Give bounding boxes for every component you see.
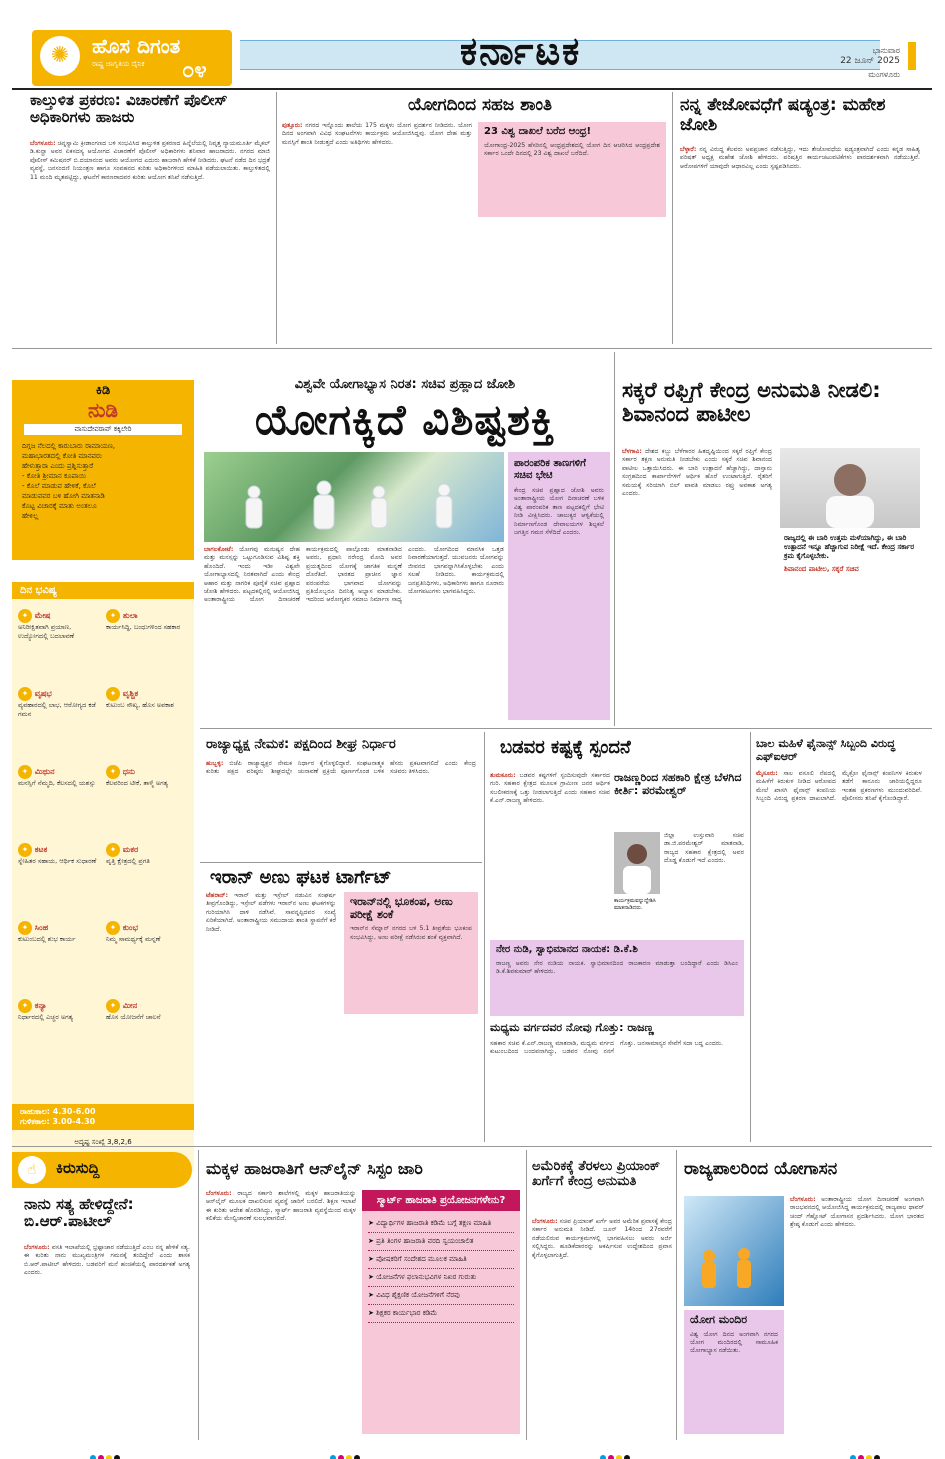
yoga-people-icon [684,1196,784,1306]
finance-body [756,770,922,1140]
zodiac-icon: ✦ [18,843,32,857]
rajanna-headline[interactable]: ಮಧ್ಯಮ ವರ್ಗದವರ ನೋವು ಗೊತ್ತು: ರಾಜಣ್ಣ [490,1021,654,1034]
row-rule [12,1146,932,1147]
rashi-name: ಕನ್ಯಾ [32,1001,47,1010]
divider [750,732,751,1142]
kharge-dateline: ಬೆಂಗಳೂರು: [532,1218,558,1225]
rashi-name: ಮೇಷ [32,611,51,620]
logo-subtitle: ರಾಷ್ಟ್ರ ಜಾಗೃತಿಯ ದೈನಿಕ [92,60,145,68]
rashi-header [106,915,188,935]
quake-box [344,892,478,1014]
kharge-headline[interactable]: ಅಮೆರಿಕಕ್ಕೆ ತೆರಳಲು ಪ್ರಿಯಾಂಕ್ ಖರ್ಗೆಗೆ ಕೇಂದ್ರ ಅನುಮತಿ [532,1159,660,1189]
registration-dot [616,1455,622,1459]
attendance-body [206,1190,356,1434]
bullet-item: ➤ ಯೋಜನೆಗಳ ಫಲಾನುಭವಿಗಳ ನಿಖರ ಗುರುತು [368,1273,514,1287]
lead-dateline: ಬಾಗಲಕೋಟೆ: [204,546,234,553]
bullet-item: ➤ ವಿವಿಧ ಶೈಕ್ಷಣಿಕ ಯೋಜನೆಗಳಿಗೆ ನೆರವು [368,1291,514,1305]
sugar-quote-box [780,530,920,630]
row-rule [200,728,932,729]
kirusuddi-title: ಕಿರುಸುದ್ದಿ [56,1159,100,1177]
rashi-text: ಕಾರ್ಯಸಿದ್ಧಿ, ಬಂಧುಗಳಿಂದ ಸಹಕಾರ [106,623,181,631]
kidi-line: ಕೊಟ್ಟ ವಿಚಾರಕ್ಕೆ ಮಾತು ಅಂತಲೂ [22,501,97,510]
kirusuddi-banner [12,1152,192,1188]
iran-text: ಇರಾನ್ ಮತ್ತು ಇಸ್ರೇಲ್ ನಡುವಿನ ಸಂಘರ್ಷ ತೀವ್ರಗೊಂಡಿದ್ದು, ಇಸ್ರೇಲ್ ಪಡೆಗಳು ಇರಾನ್‌ನ ಅಣು ಘಟಕಗಳನ್ನು ಗುರಿಯಾಗಿಸಿ ದಾಳಿ ನಡೆಸಿವೆ. ಸಾವನ್ನಪ್ಪಿದವರ ಸಂಖ್ಯೆ ಏರಿಕೆಯಾಗಿದೆ. ಅಂತಾರಾಷ್ಟ್ರೀಯ ಸಮುದಾಯ ಶಾಂತಿ ಸ್ಥಾಪನೆಗೆ ಕರೆ ನೀಡಿದೆ. [206,892,336,933]
row-rule [200,862,482,863]
rashi-text: ಹೊಸ ಯೋಜನೆಗೆ ಚಾಲನೆ [106,1013,161,1021]
iran-body [206,892,336,1138]
zodiac-icon: ✦ [106,999,120,1013]
kidi-line: ಹೇಳಿಲ್ಲ [22,511,39,520]
rashi-header [18,603,100,623]
zodiac-icon: ✦ [106,609,120,623]
person-icon [614,832,660,894]
heritage-title[interactable]: ಪಾರಂಪರಿಕ ತಾಣಗಳಿಗೆ ಸಚಿವ ಭೇಟಿ [514,458,586,481]
kidi-line: ಹೇಳುತ್ತಾರಾ ಎಂದು ಪ್ರಶ್ನಿಸುತ್ತಾರೆ [22,461,94,470]
poor-headline[interactable]: ಬಡವರ ಕಷ್ಟಕ್ಕೆ ಸ್ಪಂದನೆ [500,737,631,758]
divider [276,92,277,344]
stampede-text: ಚಿನ್ನಸ್ವಾಮಿ ಕ್ರೀಡಾಂಗಣದ ಬಳಿ ಸಂಭವಿಸಿದ ಕಾಲ್ತುಳಿತ ಪ್ರಕರಣದ ಹಿನ್ನೆಲೆಯಲ್ಲಿ ನಿವೃತ್ತ ನ್ಯಾಯಮೂರ್ತಿ ಮೈಕಲ್ ಡಿ.ಕುನ್ಹಾ ಅವರ ಏಕಸದಸ್ಯ ಆಯೋಗದ ವಿಚಾರಣೆಗೆ ಪೊಲೀಸ್ ಅಧಿಕಾರಿಗಳು ಶನಿವಾರ ಹಾಜರಾದರು. ನಗರದ ಮಾಜಿ ಪೊಲೀಸ್ ಕಮಿಷನರ್ ಬಿ.ದಯಾನಂದ ಅವರು ಆಯೋಗದ ಎದುರು ಹಾಜರಾಗಿ ಹೇಳಿಕೆ ನೀಡಿದರು. ಘಟನೆ ನಡೆದ ದಿನ ಭದ್ರತೆ ವ್ಯವಸ್ಥೆ, ಜನಸಂದಣಿ ನಿಯಂತ್ರಣ ಹಾಗೂ ಸಂವಹನದ ಕುರಿತು ಅಧಿಕಾರಿಗಳಿಂದ ಮಾಹಿತಿ ಪಡೆಯಲಾಯಿತು. ಕಾಲ್ತುಳಿತದಲ್ಲಿ 11 ಮಂದಿ ಮೃತಪಟ್ಟಿದ್ದು, ಘಟನೆಗೆ ಕಾರಣರಾದವರ ಕುರಿತು ಆಯೋಗ ತನಿಖೆ ನಡೆಸುತ್ತಿದೆ. [30,140,270,181]
heritage-body: ಕೇಂದ್ರ ಸಚಿವ ಪ್ರಹ್ಲಾದ ಜೋಶಿ ಅವರು ಅಂತಾರಾಷ್ಟ್ರೀಯ ಯೋಗ ದಿನಾಚರಣೆ ಬಳಿಕ ವಿಶ್ವ ಪಾರಂಪರಿಕ ತಾಣ ಪಟ್ಟದಕಲ್ಲಿಗೆ ಭೇಟಿ ನೀಡಿ ವೀಕ್ಷಿಸಿದರು. ಚಾಲುಕ್ಯರ ಆಳ್ವಿಕೆಯಲ್ಲಿ ನಿರ್ಮಾಣಗೊಂಡ ದೇವಾಲಯಗಳ ಶಿಲ್ಪಕಲೆ ಜಗತ್ತಿನ ಗಮನ ಸೆಳೆದಿದೆ ಎಂದರು. [514,487,604,537]
rashi-header [18,993,100,1013]
rashi-name: ಮಿಥುನ [32,767,55,776]
governor-headline[interactable]: ರಾಜ್ಯಪಾಲರಿಂದ ಯೋಗಾಸನ [684,1159,838,1179]
rashi-text: ಸ್ನೇಹಿತರ ಸಹಾಯ, ಆರ್ಥಿಕ ಸುಧಾರಣೆ [18,857,97,865]
lead-body [204,546,504,720]
dks-body: ರಾಜಣ್ಣ ಅವರು ನೇರ ನುಡಿಯ ನಾಯಕ. ಸ್ವಾಭಿಮಾನದಿಂದ ರಾಜಕಾರಣ ಮಾಡುತ್ತಾ ಬಂದಿದ್ದಾರೆ ಎಂದು ಡಿಸಿಎಂ ಡಿ.ಕೆ.ಶಿವಕುಮಾರ್ ಹೇಳಿದರು. [496,959,738,975]
registration-dot [624,1455,630,1459]
sugar-quote-by: ಶಿವಾನಂದ ಪಾಟೀಲ, ಸಕ್ಕರೆ ಸಚಿವ [784,565,859,573]
bullet-item: ➤ ವಿದ್ಯಾರ್ಥಿಗಳ ಹಾಜರಾತಿ ಕಡಿಮೆ ಬಗ್ಗೆ ತಕ್ಷಣ ಮಾಹಿತಿ [368,1219,514,1233]
stampede-dateline: ಬೆಂಗಳೂರು: [30,140,56,147]
bullet-item: ➤ ಪೋಷಕರಿಗೆ ಸಂದೇಶದ ಮೂಲಕ ಮಾಹಿತಿ [368,1255,514,1269]
rashi-header [18,837,100,857]
rashi-cell [106,603,188,679]
edge-tab [908,42,916,70]
stampede-body [30,140,270,340]
finance-dateline: ಮೈಸೂರು: [756,770,778,777]
iran-dateline: ಟೆಹರಾನ್: [206,892,228,899]
rashi-name: ಮೀನ [120,1001,138,1010]
joshi-headline[interactable]: ನನ್ನ ತೇಜೋವಧೆಗೆ ಷಡ್ಯಂತ್ರ: ಮಹೇಶ ಜೋಶಿ [680,95,886,135]
kidi-line: ಮಹಾಭಾರತದಲ್ಲಿ ಕೋತಿ ಮಾನವರು [22,451,102,460]
zodiac-icon: ✦ [18,687,32,701]
rashi-text: ನಿಮ್ಮ ಸಾಮರ್ಥ್ಯಕ್ಕೆ ಮನ್ನಣೆ [106,935,161,943]
bullet-item: ➤ ಪ್ರತಿ ತಿಂಗಳ ಹಾಜರಾತಿ ವರದಿ ಸ್ವಯಂಚಾಲಿತ [368,1237,514,1251]
kidi-line: ಮಾಡುವವರ ಬಳಿ ಹೋಗಿ ಮಾತನಾಡಿ [22,491,105,500]
lead-kicker[interactable]: ವಿಶ್ವವೇ ಯೋಗಾಭ್ಯಾಸ ನಿರತ: ಸಚಿವ ಪ್ರಹ್ಲಾದ ಜೋಶಿ [294,377,516,392]
person-icon [780,448,920,528]
rashi-text: ಅನಿರೀಕ್ಷಿತವಾಗಿ ಪ್ರಯಾಣ, ಉದ್ಯೋಗದಲ್ಲಿ ಬದಲಾವಣೆ [18,623,75,640]
yoga-peace-dateline: ಪುತ್ತೂರು: [282,122,303,129]
lead-headline[interactable]: ಯೋಗಕ್ಕಿದೆ ವಿಶಿಷ್ಟಶಕ್ತಿ [254,395,556,444]
date: 22 ಜೂನ್ 2025 [840,56,900,66]
sugar-dateline: ಬೆಳಗಾವಿ: [622,448,642,455]
zodiac-icon: ✦ [18,765,32,779]
kidi-line: - ಕೊಲೆ ಮಾಡುವ ಹೇಳಿಕೆ, ಕೊಲೆ [22,481,96,490]
kidi-line: ದಿಗ್ಗಜ ನೆಲದಲ್ಲಿ ಕಾರುಬಾರು ರಾಮಾಯಣ, [22,441,116,450]
row-rule [12,348,932,349]
kharge-text: ಸಚಿವ ಪ್ರಿಯಾಂಕ್ ಖರ್ಗೆ ಅವರ ಅಮೆರಿಕ ಪ್ರವಾಸಕ್ಕೆ ಕೇಂದ್ರ ಸರ್ಕಾರ ಅನುಮತಿ ನೀಡಿದೆ. ಜೂನ್ 14ರಿಂದ 27ರವರೆಗೆ ನಡೆಯಲಿರುವ ಕಾರ್ಯಕ್ರಮಗಳಲ್ಲಿ ಭಾಗವಹಿಸಲು ಅವರು ಅರ್ಜಿ ಸಲ್ಲಿಸಿದ್ದರು. ಹೂಡಿಕೆದಾರರನ್ನು ಆಕರ್ಷಿಸುವ ಉದ್ದೇಶದಿಂದ ಪ್ರವಾಸ ಕೈಗೊಳ್ಳಲಾಗುತ್ತಿದೆ. [532,1218,672,1259]
lucky-numbers: ಅದೃಷ್ಟ ಸಂಖ್ಯೆ 3,8,2,6 [74,1138,132,1146]
zodiac-icon: ✦ [18,609,32,623]
andhra-box-title[interactable]: 23 ವಿಶ್ವ ದಾಖಲೆ ಬರೆದ ಆಂಧ್ರ! [484,126,592,137]
rashi-name: ವೃಶ್ಚಿಕ [120,689,139,698]
divider [672,92,673,344]
registration-dot [98,1455,104,1459]
divider [198,1150,199,1440]
smart-attendance-box [362,1190,520,1434]
yoga-people-icon [204,452,504,542]
rashi-name: ಮಕರ [120,845,139,854]
rashi-name: ಕಟಕ [32,845,48,854]
cooperative-title[interactable]: ರಾಜಣ್ಣರಿಂದ ಸಹಕಾರಿ ಕ್ಷೇತ್ರ ಬೆಳಗಿದ ಕೀರ್ತಿ: ಪರಮೇಶ್ವರ್ [614,771,742,797]
rashi-name: ಕುಂಭ [120,923,138,932]
rajanna-body: ಸಹಕಾರ ಸಚಿವ ಕೆ.ಎನ್.ರಾಜಣ್ಣ ಮಾತನಾಡಿ, ಮಧ್ಯಮ ವರ್ಗದ ಕುಟುಂಬದಿಂದ ಬಂದವನಾಗಿದ್ದು, ಬಡವರ ನೋವು ನನಗೆ ಗೊತ್ತು. ಜನಸಾಮಾನ್ಯರ ಸೇವೆಗೆ ಸದಾ ಬದ್ಧ ಎಂದರು. [490,1040,724,1056]
zodiac-icon: ✦ [106,921,120,935]
rashi-cell [18,837,100,913]
andhra-box [478,122,666,217]
rashi-header [18,915,100,935]
kidi-byline: ವಾಸುದೇವರಾವ್ ಕಕ್ಕಿಲೇರಿ [24,424,182,435]
registration-dot [338,1455,344,1459]
kidi-nudi-box [12,380,194,560]
registration-dot [346,1455,352,1459]
rashi-cell [106,759,188,835]
rashi-header [106,759,188,779]
registration-dot [850,1455,856,1459]
page-number: ೦೪ [182,58,207,83]
rashi-cell [18,993,100,1069]
rashi-header [18,681,100,701]
day: ಭಾನುವಾರ [872,46,900,55]
rashi-text: ಮನಸ್ಸಿಗೆ ನೆಮ್ಮದಿ, ಕೆಲಸದಲ್ಲಿ ಯಶಸ್ಸು [18,779,96,787]
rashi-cell [106,993,188,1069]
registration-dot [354,1455,360,1459]
sugar-quote: ರಾಜ್ಯದಲ್ಲಿ ಈ ಬಾರಿ ಉತ್ತಮ ಮಳೆಯಾಗಿದ್ದು, ಈ ಬಾರಿ ಉತ್ಪಾದನೆ ಇನ್ನೂ ಹೆಚ್ಚಾಗುವ ನಿರೀಕ್ಷೆ ಇದೆ. ಕೇಂದ್ರ ಸರ್ಕಾರ ಕ್ರಮ ಕೈಗೊಳ್ಳಬೇಕು. [784,534,915,560]
rashi-cell [18,759,100,835]
gulika: ಗುಳಿಕಕಾಲ: 3.00-4.30 [20,1117,96,1126]
registration-dot [600,1455,606,1459]
minister-photo [780,448,920,528]
rashi-cell [18,603,100,679]
rashi-header [106,603,188,623]
city: ಮಂಗಳೂರು [868,70,900,79]
rashi-name: ಧನು [120,767,135,776]
zodiac-icon: ✦ [106,765,120,779]
yoga-peace-text: ನಗರದ ಇನ್ನೊಂದು ಶಾಲೆಯ 175 ಮಕ್ಕಳು ಯೋಗ ಪ್ರದರ್ಶನ ನೀಡಿದರು. ಯೋಗ ದಿನದ ಅಂಗವಾಗಿ ವಿವಿಧ ಸಂಘಟನೆಗಳು ಕಾರ್ಯಕ್ರಮ ಆಯೋಜಿಸಿದ್ದವು. ಯೋಗ ದೇಹ ಮತ್ತು ಮನಸ್ಸಿಗೆ ಶಾಂತಿ ನೀಡುತ್ತದೆ ಎಂದು ಅತಿಥಿಗಳು ಹೇಳಿದರು. [282,122,472,146]
rashi-text: ವೃತ್ತಿ ಕ್ಷೇತ್ರದಲ್ಲಿ ಪ್ರಗತಿ [106,857,150,865]
yoga-peace-headline[interactable]: ಯೋಗದಿಂದ ಸಹಜ ಶಾಂತಿ [407,95,552,115]
registration-dot [90,1455,96,1459]
rashi-header [18,759,100,779]
divider [484,732,485,1142]
hand-icon: ☝ [18,1156,46,1184]
attendance-dateline: ಬೆಂಗಳೂರು: [206,1190,232,1197]
rashi-header [106,681,188,701]
kidi-line: - ಕೋತಿ ಶ್ರೀಮಾನ ಕೂಪಾಯಿ [22,471,87,480]
divider [676,1150,677,1440]
patil-dateline: ಬೆಂಗಳೂರು: [24,1244,50,1251]
dot-group [850,1446,882,1459]
poor-text: ಬಡವರ ಕಷ್ಟಗಳಿಗೆ ಸ್ಪಂದಿಸುವುದೇ ಸರ್ಕಾರದ ಗುರಿ. ಸಹಕಾರ ಕ್ಷೇತ್ರದ ಮೂಲಕ ಗ್ರಾಮೀಣ ಜನರ ಆರ್ಥಿಕ ಸಬಲೀಕರಣಕ್ಕೆ ಒತ್ತು ನೀಡಲಾಗುತ್ತಿದೆ ಎಂದು ಸಹಕಾರ ಸಚಿವ ಕೆ.ಎನ್.ರಾಜಣ್ಣ ಹೇಳಿದರು. [490,772,610,805]
lead-text: ಯೋಗವು ಮನುಷ್ಯನ ದೇಹ ಮತ್ತು ಮನಸ್ಸನ್ನು ಒಟ್ಟುಗೂಡಿಸುವ ವಿಶಿಷ್ಟ ಶಕ್ತಿ ಹೊಂದಿದೆ. ಇಂದು ಇಡೀ ವಿಶ್ವವೇ ಯೋಗಾಭ್ಯಾಸದಲ್ಲಿ ನಿರತವಾಗಿದೆ ಎಂದು ಕೇಂದ್ರ ಆಹಾರ ಮತ್ತು ನಾಗರಿಕ ಪೂರೈಕೆ ಸಚಿವ ಪ್ರಹ್ಲಾದ ಜೋಶಿ ಹೇಳಿದರು. ಪಟ್ಟದಕಲ್ಲಿನಲ್ಲಿ ಆಯೋಜಿಸಿದ್ದ ಅಂತಾರಾಷ್ಟ್ರೀಯ ಯೋಗ ದಿನಾಚರಣೆ ಕಾರ್ಯಕ್ರಮದಲ್ಲಿ ಪಾಲ್ಗೊಂಡು ಮಾತನಾಡಿದ ಅವರು, ಪ್ರಧಾನಿ ನರೇಂದ್ರ ಮೋದಿ ಅವರ ಪ್ರಯತ್ನದಿಂದ ಯೋಗಕ್ಕೆ ಜಾಗತಿಕ ಮನ್ನಣೆ ದೊರೆತಿದೆ. ಭಾರತದ ಪ್ರಾಚೀನ ಜ್ಞಾನ ಪರಂಪರೆಯ ಭಾಗವಾದ ಯೋಗವನ್ನು ಪ್ರತಿಯೊಬ್ಬರೂ ದಿನನಿತ್ಯ ಅಭ್ಯಾಸ ಮಾಡಬೇಕು. ಇದರಿಂದ ಆರೋಗ್ಯಕರ ಸಮಾಜ ನಿರ್ಮಾಣ ಸಾಧ್ಯ ಎಂದರು. ಯೋಗದಿಂದ ಮಾನಸಿಕ ಒತ್ತಡ ನಿವಾರಣೆಯಾಗುತ್ತದೆ. ಯುವಜನರು ಯೋಗವನ್ನು ಜೀವನದ ಭಾಗವನ್ನಾಗಿಸಿಕೊಳ್ಳಬೇಕು ಎಂದು ಸಲಹೆ ನೀಡಿದರು. ಕಾರ್ಯಕ್ರಮದಲ್ಲಿ ಜನಪ್ರತಿನಿಧಿಗಳು, ಅಧಿಕಾರಿಗಳು ಹಾಗೂ ನೂರಾರು ಯೋಗಪಟುಗಳು ಭಾಗವಹಿಸಿದ್ದರು. [204,546,504,604]
dot-group [90,1446,122,1459]
photo-caption: ಕಾರ್ಯಕ್ರಮವನ್ನುದ್ದೇಶಿಸಿ ಮಾತನಾಡಿದರು. [614,898,656,911]
andhra-box-body: ಯೋಗಾಂಧ್ರ-2025 ಹೆಸರಿನಲ್ಲಿ ಆಂಧ್ರಪ್ರದೇಶದಲ್ಲಿ ಯೋಗ ದಿನ ಆಚರಿಸಿದ ಆಂಧ್ರಪ್ರದೇಶ ಸರ್ಕಾರ ಒಂದೇ ದಿನದಲ್ಲಿ 23 ವಿಶ್ವ ದಾಖಲೆ ಬರೆದಿದೆ. [484,141,660,157]
rashi-cell [106,837,188,913]
finance-headline[interactable]: ಬಾಲ ಮಹಿಳೆ ಫೈನಾನ್ಸ್ ಸಿಬ್ಬಂದಿ ವಿರುದ್ಧ ಎಫ್‌ಐಆರ್ [756,737,896,763]
rashi-name: ವೃಷಭ [32,689,52,698]
rashi-text: ಕುಟುಂಬ ಸೌಖ್ಯ, ಹೊಸ ಅವಕಾಶ [106,701,174,709]
zodiac-icon: ✦ [18,999,32,1013]
dot-group [330,1446,362,1459]
section-title: ಕರ್ನಾಟಕ [460,29,582,73]
governor-text: ಅಂತಾರಾಷ್ಟ್ರೀಯ ಯೋಗ ದಿನಾಚರಣೆ ಅಂಗವಾಗಿ ರಾಜಭವನದಲ್ಲಿ ಆಯೋಜಿಸಿದ್ದ ಕಾರ್ಯಕ್ರಮದಲ್ಲಿ ರಾಜ್ಯಪಾಲ ಥಾವರ್ ಚಂದ್ ಗೆಹ್ಲೋಟ್ ಯೋಗಾಸನ ಪ್ರದರ್ಶಿಸಿದರು. ಯೋಗ ಭಾರತದ ಶ್ರೇಷ್ಠ ಕೊಡುಗೆ ಎಂದು ಹೇಳಿದರು. [790,1196,924,1229]
dks-title[interactable]: ನೇರ ನುಡಿ, ಸ್ವಾಭಿಮಾನದ ನಾಯಕ: ಡಿ.ಕೆ.ಶಿ [496,944,638,955]
rashi-cell [106,915,188,991]
poor-body [490,772,610,936]
rashi-grid [12,599,194,1073]
rashi-text: ಕುಟುಂಬದಲ್ಲಿ ಶುಭ ಕಾರ್ಯ [18,935,76,943]
rashi-text: ಕೆಲವರಿಂದ ಟೀಕೆ, ತಾಳ್ಮೆ ಅಗತ್ಯ [106,779,168,787]
bjp-dateline: ಹುಬ್ಬಳ್ಳಿ: [206,760,224,767]
kidi-subtitle: ನುಡಿ [87,397,119,422]
governor-dateline: ಬೆಂಗಳೂರು: [790,1196,816,1203]
rashi-header [106,993,188,1013]
heritage-box [508,452,610,720]
bjp-headline[interactable]: ರಾಜ್ಯಾಧ್ಯಕ್ಷ ನೇಮಕ: ಪಕ್ಷದಿಂದ ಶೀಘ್ರ ನಿರ್ಧಾರ [206,737,396,752]
zodiac-icon: ✦ [106,687,120,701]
joshi-body [680,146,920,342]
divider [526,1150,527,1440]
mandira-body: ವಿಶ್ವ ಯೋಗ ದಿನದ ಅಂಗವಾಗಿ ನಗರದ ಯೋಗ ಮಂದಿರದಲ್ಲಿ ಸಾಮೂಹಿಕ ಯೋಗಾಭ್ಯಾಸ ನಡೆಯಿತು. [690,1330,778,1355]
parameshwar-photo [614,832,660,894]
registration-dot [114,1455,120,1459]
rashi-cell [18,681,100,757]
registration-dot [866,1455,872,1459]
patil-body [24,1244,190,1430]
dks-box [490,940,744,1016]
lamp-icon: ✺ [40,36,80,76]
patil-headline[interactable]: ನಾನು ಸತ್ಯ ಹೇಳಿದ್ದೇನೆ: ಬಿ.ಆರ್.ಪಾಟೀಲ್ [24,1195,134,1231]
kharge-body [532,1218,672,1434]
registration-marks [0,1446,945,1454]
attendance-headline[interactable]: ಮಕ್ಕಳ ಹಾಜರಾತಿಗೆ ಆನ್‌ಲೈನ್ ಸಿಸ್ಟಂ ಜಾರಿ [206,1159,423,1178]
bullet-item: ➤ ಶಿಕ್ಷಕರ ಕಾರ್ಯಭಾರ ಕಡಿಮೆ [368,1309,514,1323]
registration-dot [874,1455,880,1459]
masthead-logo [32,30,232,86]
top-rule [12,88,932,90]
dot-group [600,1446,632,1459]
governor-body [790,1196,924,1434]
kidi-lines [12,437,194,525]
horoscope-title: ದಿನ ಭವಿಷ್ಯ [12,582,194,599]
zodiac-icon: ✦ [18,921,32,935]
attendance-text: ರಾಜ್ಯದ ಸರ್ಕಾರಿ ಶಾಲೆಗಳಲ್ಲಿ ಮಕ್ಕಳ ಹಾಜರಾತಿಯನ್ನು ಆನ್‌ಲೈನ್ ಮೂಲಕ ದಾಖಲಿಸುವ ವ್ಯವಸ್ಥೆ ಜಾರಿಗೆ ಬರಲಿದೆ. ಶಿಕ್ಷಣ ಇಲಾಖೆ ಈ ಕುರಿತು ಆದೇಶ ಹೊರಡಿಸಿದ್ದು, ಸ್ಮಾರ್ಟ್ ಹಾಜರಾತಿ ವ್ಯವಸ್ಥೆಯಿಂದ ಮಕ್ಕಳ ಕಲಿಕೆಯ ಮೇಲ್ವಿಚಾರಣೆ ಸುಲಭವಾಗಲಿದೆ. [206,1190,356,1223]
registration-dot [858,1455,864,1459]
iran-headline[interactable]: ಇರಾನ್ ಅಣು ಘಟಕ ಟಾರ್ಗೆಟ್ [210,867,392,888]
yoga-mandira-box [684,1310,784,1434]
divider [614,352,615,726]
joshi-text: ನನ್ನ ವಿರುದ್ಧ ಕೆಲವರು ಅಪಪ್ರಚಾರ ನಡೆಸುತ್ತಿದ್ದು, ಇದು ತೇಜೋವಧೆಯ ಷಡ್ಯಂತ್ರವಾಗಿದೆ ಎಂದು ಕನ್ನಡ ಸಾಹಿತ್ಯ ಪರಿಷತ್ ಅಧ್ಯಕ್ಷ ಮಹೇಶ ಜೋಶಿ ಹೇಳಿದರು. ಪರಿಷತ್ತಿನ ಕಾರ್ಯಚಟುವಟಿಕೆಗಳು ಪಾರದರ್ಶಕವಾಗಿ ನಡೆಯುತ್ತಿವೆ. ಆರೋಪಗಳಿಗೆ ಯಾವುದೇ ಆಧಾರವಿಲ್ಲ ಎಂದು ಸ್ಪಷ್ಟಪಡಿಸಿದರು. [680,146,920,170]
quake-title[interactable]: ಇರಾನ್‌ನಲ್ಲಿ ಭೂಕಂಪ, ಅಣು ಪರೀಕ್ಷೆ ಶಂಕೆ [350,895,453,921]
bjp-text: ಬಿಜೆಪಿ ರಾಜ್ಯಾಧ್ಯಕ್ಷರ ನೇಮಕ ಕುರಿತು ಪಕ್ಷದ ವರಿಷ್ಠರು ಶೀಘ್ರದಲ್ಲೇ ನಿರ್ಧಾರ ಕೈಗೊಳ್ಳಲಿದ್ದಾರೆ. ಸಂಘಟನಾತ್ಮಕ ಚುನಾವಣೆ ಪ್ರಕ್ರಿಯೆ ಪೂರ್ಣಗೊಂಡ ಬಳಿಕ ಹೆಸರು ಪ್ರಕಟವಾಗಲಿದೆ ಎಂದು ಕೇಂದ್ರ ಸಚಿವರು ತಿಳಿಸಿದರು. [206,760,476,776]
rashi-name: ಸಿಂಹ [32,923,49,932]
registration-dot [330,1455,336,1459]
horoscope-box [12,582,194,1172]
logo-title: ಹೊಸ ದಿಗಂತ [92,34,181,58]
quake-body: ಇರಾನ್‌ನ ಸೆಮ್ನಾನ್ ನಗರದ ಬಳಿ 5.1 ತೀವ್ರತೆಯ ಭೂಕಂಪ ಸಂಭವಿಸಿದ್ದು, ಅಣು ಪರೀಕ್ಷೆ ನಡೆಸಿರುವ ಶಂಕೆ ವ್ಯಕ್ತವಾಗಿದೆ. [350,925,472,941]
poor-dateline: ತುಮಕೂರು: [490,772,516,779]
cooperative-body: ಜಿಲ್ಲಾ ಉಸ್ತುವಾರಿ ಸಚಿವ ಡಾ.ಜಿ.ಪರಮೇಶ್ವರ್ ಮಾತನಾಡಿ, ರಾಜ್ಯದ ಸಹಕಾರ ಕ್ಷೇತ್ರದಲ್ಲಿ ಅವರ ದೊಡ್ಡ ಕೊಡುಗೆ ಇದೆ ಎಂದರು. [664,832,744,865]
stampede-headline[interactable]: ಕಾಲ್ತುಳಿತ ಪ್ರಕರಣ: ವಿಚಾರಣೆಗೆ ಪೊಲೀಸ್ ಅಧಿಕಾರಿಗಳು ಹಾಜರು [30,91,228,127]
rashi-text: ವ್ಯವಹಾರದಲ್ಲಿ ಲಾಭ, ಆರೋಗ್ಯದ ಕಡೆ ಗಮನ [18,701,96,718]
kidi-title: ಕಿಡಿ [95,383,111,398]
mandira-title[interactable]: ಯೋಗ ಮಂದಿರ [690,1313,748,1326]
rashi-header [106,837,188,857]
sugar-body [622,448,772,720]
smart-box-title: ಸ್ಮಾರ್ಟ್ ಹಾಜರಾತಿ ಪ್ರಯೋಜನಗಳೇನು? [362,1190,520,1211]
rashi-cell [106,681,188,757]
smart-bullets [362,1211,520,1331]
rahukala: ರಾಹುಕಾಲ: 4.30-6.00 [20,1107,96,1116]
rashi-name: ತುಲಾ [120,611,138,620]
sugar-headline[interactable]: ಸಕ್ಕರೆ ರಫ್ತಿಗೆ ಕೇಂದ್ರ ಅನುಮತಿ ನೀಡಲಿ: ಶಿವಾನಂದ ಪಾಟೀಲ [622,378,881,427]
registration-dot [106,1455,112,1459]
time-box [12,1104,194,1130]
yoga-peace-body [282,122,472,342]
zodiac-icon: ✦ [106,843,120,857]
cooperative-box [614,772,744,936]
registration-dot [608,1455,614,1459]
sugar-text: ದೇಶದ ಕಬ್ಬು ಬೆಳೆಗಾರರ ಹಿತದೃಷ್ಟಿಯಿಂದ ಸಕ್ಕರೆ ರಫ್ತಿಗೆ ಕೇಂದ್ರ ಸರ್ಕಾರ ತಕ್ಷಣ ಅನುಮತಿ ನೀಡಬೇಕು ಎಂದು ಸಕ್ಕರೆ ಸಚಿವ ಶಿವಾನಂದ ಪಾಟೀಲ ಒತ್ತಾಯಿಸಿದರು. ಈ ಬಾರಿ ಉತ್ಪಾದನೆ ಹೆಚ್ಚಾಗಿದ್ದು, ದಾಸ್ತಾನು ಸಂಗ್ರಹದಿಂದ ಕಾರ್ಖಾನೆಗಳಿಗೆ ಆರ್ಥಿಕ ಹೊರೆ ಉಂಟಾಗುತ್ತಿದೆ. ರೈತರಿಗೆ ಸಮಯಕ್ಕೆ ಸರಿಯಾಗಿ ಬಿಲ್ ಪಾವತಿ ಮಾಡಲು ರಫ್ತು ಅವಕಾಶ ಅಗತ್ಯ ಎಂದರು. [622,448,772,498]
joshi-dateline: ಬೆಳ್ಳಾರೆ: [680,146,697,153]
yoga-photo [204,452,504,542]
finance-text: ಸಾಲ ವಸೂಲಿ ನೆಪದಲ್ಲಿ ಮಹಿಳೆಗೆ ಕಿರುಕುಳ ನೀಡಿದ ಆರೋಪದ ಮೇಲೆ ಖಾಸಗಿ ಫೈನಾನ್ಸ್ ಕಂಪನಿಯ ಸಿಬ್ಬಂದಿ ವಿರುದ್ಧ ಪ್ರಕರಣ ದಾಖಲಾಗಿದೆ. ಮೈಕ್ರೋ ಫೈನಾನ್ಸ್ ಕಂಪನಿಗಳ ಕಿರುಕುಳ ತಡೆಗೆ ಕಾನೂನು ಜಾರಿಯಲ್ಲಿದ್ದರೂ ಇಂತಹ ಪ್ರಕರಣಗಳು ಮುಂದುವರಿದಿವೆ. ಪೊಲೀಸರು ತನಿಖೆ ಕೈಗೊಂಡಿದ್ದಾರೆ. [756,770,922,803]
bjp-body [206,760,476,860]
patil-text: ವಸತಿ ಇಲಾಖೆಯಲ್ಲಿ ಭ್ರಷ್ಟಾಚಾರ ನಡೆಯುತ್ತಿದೆ ಎಂಬ ನನ್ನ ಹೇಳಿಕೆ ಸತ್ಯ. ಈ ಕುರಿತು ನಾನು ಮುಖ್ಯಮಂತ್ರಿಗಳ ಗಮನಕ್ಕೆ ತಂದಿದ್ದೇನೆ ಎಂದು ಶಾಸಕ ಬಿ.ಆರ್.ಪಾಟೀಲ್ ಹೇಳಿದರು. ಬಡವರಿಗೆ ಮನೆ ಹಂಚಿಕೆಯಲ್ಲಿ ಪಾರದರ್ಶಕತೆ ಅಗತ್ಯ ಎಂದರು. [24,1244,190,1277]
date-block [836,46,900,80]
governor-photo [684,1196,784,1306]
rashi-text: ನಿರ್ಧಾರದಲ್ಲಿ ಎಚ್ಚರ ಅಗತ್ಯ [18,1013,73,1021]
rashi-cell [18,915,100,991]
